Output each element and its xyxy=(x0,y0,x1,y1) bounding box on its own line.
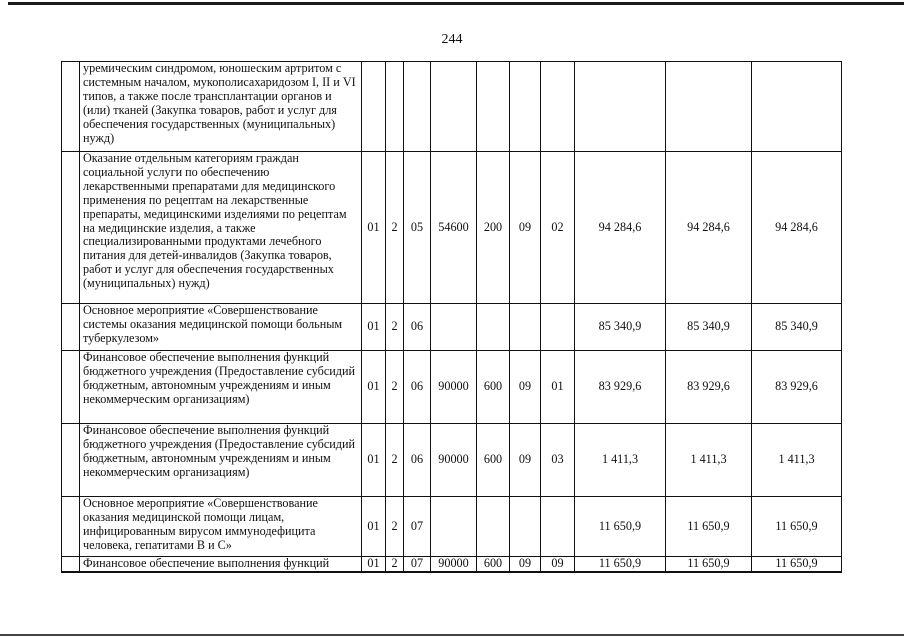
row-marker-cell xyxy=(62,557,80,572)
code-activity: 05 xyxy=(404,152,431,304)
code-section: 09 xyxy=(510,351,541,424)
code-direction: 90000 xyxy=(431,557,477,572)
code-direction xyxy=(431,62,477,152)
top-border-line xyxy=(8,2,904,5)
code-direction xyxy=(431,304,477,351)
amount-year-2: 11 650,9 xyxy=(666,497,752,557)
table-row xyxy=(62,304,842,351)
table-row xyxy=(62,557,842,572)
code-subsection: 03 xyxy=(541,424,575,497)
code-expense-type: 600 xyxy=(477,424,510,497)
amount-year-3: 85 340,9 xyxy=(752,304,842,351)
amount-year-1: 94 284,6 xyxy=(575,152,666,304)
amount-year-2 xyxy=(666,62,752,152)
amount-year-1: 83 929,6 xyxy=(575,351,666,424)
code-subprogram: 2 xyxy=(386,351,404,424)
code-subsection xyxy=(541,304,575,351)
row-marker-cell xyxy=(62,424,80,497)
code-section: 09 xyxy=(510,424,541,497)
amount-year-1 xyxy=(575,62,666,152)
code-activity: 06 xyxy=(404,351,431,424)
code-subprogram: 2 xyxy=(386,424,404,497)
amount-year-3: 83 929,6 xyxy=(752,351,842,424)
code-subsection: 09 xyxy=(541,557,575,572)
code-activity: 07 xyxy=(404,497,431,557)
code-expense-type: 600 xyxy=(477,557,510,572)
amount-year-1: 11 650,9 xyxy=(575,497,666,557)
row-marker-cell xyxy=(62,152,80,304)
row-name: уремическим синдромом, юношеским артритом с системным началом, мукополисахаридозом I, II и VI типов, а также после трансплантации органов и (или) тканей (Закупка товаров, работ и услуг для обеспечения государственных (муниципальных) нужд) xyxy=(80,62,362,152)
amount-year-3: 11 650,9 xyxy=(752,557,842,572)
code-activity: 06 xyxy=(404,424,431,497)
code-program: 01 xyxy=(362,304,386,351)
amount-year-3 xyxy=(752,62,842,152)
row-marker-cell xyxy=(62,497,80,557)
code-direction: 90000 xyxy=(431,351,477,424)
code-section xyxy=(510,304,541,351)
code-direction: 54600 xyxy=(431,152,477,304)
bottom-border-line xyxy=(0,634,904,636)
code-expense-type xyxy=(477,62,510,152)
code-program xyxy=(362,62,386,152)
row-name: Основное мероприятие «Совершенствование оказания медицинской помощи лицам, инфицированным вирусом иммунодефицита человека, гепатитами В и С» xyxy=(80,497,362,557)
code-subprogram: 2 xyxy=(386,557,404,572)
code-subsection: 01 xyxy=(541,351,575,424)
row-name: Финансовое обеспечение выполнения функций бюджетного учреждения (Предоставление субсидий бюджетным, автономным учреждениям и иным некоммерческим организациям) xyxy=(80,424,362,497)
table-row xyxy=(62,424,842,497)
code-activity xyxy=(404,62,431,152)
code-activity: 07 xyxy=(404,557,431,572)
code-program: 01 xyxy=(362,351,386,424)
row-name: Основное мероприятие «Совершенствование системы оказания медицинской помощи больным туберкулезом» xyxy=(80,304,362,351)
table-row xyxy=(62,62,842,152)
amount-year-2: 94 284,6 xyxy=(666,152,752,304)
amount-year-2: 11 650,9 xyxy=(666,557,752,572)
table-row xyxy=(62,497,842,557)
amount-year-1: 11 650,9 xyxy=(575,557,666,572)
code-program: 01 xyxy=(362,152,386,304)
code-subsection: 02 xyxy=(541,152,575,304)
row-name: Финансовое обеспечение выполнения функций бюджетного учреждения (Предоставление субсидий бюджетным, автономным учреждениям и иным некоммерческим организациям) xyxy=(80,351,362,424)
table-row xyxy=(62,152,842,304)
code-program: 01 xyxy=(362,557,386,572)
row-marker-cell xyxy=(62,304,80,351)
amount-year-3: 94 284,6 xyxy=(752,152,842,304)
code-subprogram: 2 xyxy=(386,152,404,304)
code-subprogram: 2 xyxy=(386,304,404,351)
amount-year-1: 85 340,9 xyxy=(575,304,666,351)
table-row xyxy=(62,351,842,424)
code-expense-type xyxy=(477,497,510,557)
code-expense-type: 600 xyxy=(477,351,510,424)
code-program: 01 xyxy=(362,424,386,497)
code-subsection xyxy=(541,497,575,557)
code-section: 09 xyxy=(510,557,541,572)
page-number: 244 xyxy=(441,32,463,47)
row-marker-cell xyxy=(62,351,80,424)
code-expense-type: 200 xyxy=(477,152,510,304)
row-name: Финансовое обеспечение выполнения функций xyxy=(80,557,362,572)
code-subsection xyxy=(541,62,575,152)
code-program: 01 xyxy=(362,497,386,557)
amount-year-2: 85 340,9 xyxy=(666,304,752,351)
amount-year-2: 1 411,3 xyxy=(666,424,752,497)
code-subprogram xyxy=(386,62,404,152)
row-marker-cell xyxy=(62,62,80,152)
code-section: 09 xyxy=(510,152,541,304)
amount-year-1: 1 411,3 xyxy=(575,424,666,497)
code-direction xyxy=(431,497,477,557)
code-activity: 06 xyxy=(404,304,431,351)
code-section xyxy=(510,497,541,557)
code-direction: 90000 xyxy=(431,424,477,497)
code-section xyxy=(510,62,541,152)
budget-table xyxy=(61,61,842,573)
amount-year-2: 83 929,6 xyxy=(666,351,752,424)
amount-year-3: 11 650,9 xyxy=(752,497,842,557)
code-expense-type xyxy=(477,304,510,351)
amount-year-3: 1 411,3 xyxy=(752,424,842,497)
code-subprogram: 2 xyxy=(386,497,404,557)
row-name: Оказание отдельным категориям граждан социальной услуги по обеспечению лекарственными препаратами для медицинского применения по рецептам на лекарственные препараты, медицинскими изделиями по рецептам на медицинские изделия, а также специализированными продуктами лечебного питания для детей-инвалидов (Закупка товаров, работ и услуг для обеспечения государственных (муниципальных) нужд) xyxy=(80,152,362,304)
